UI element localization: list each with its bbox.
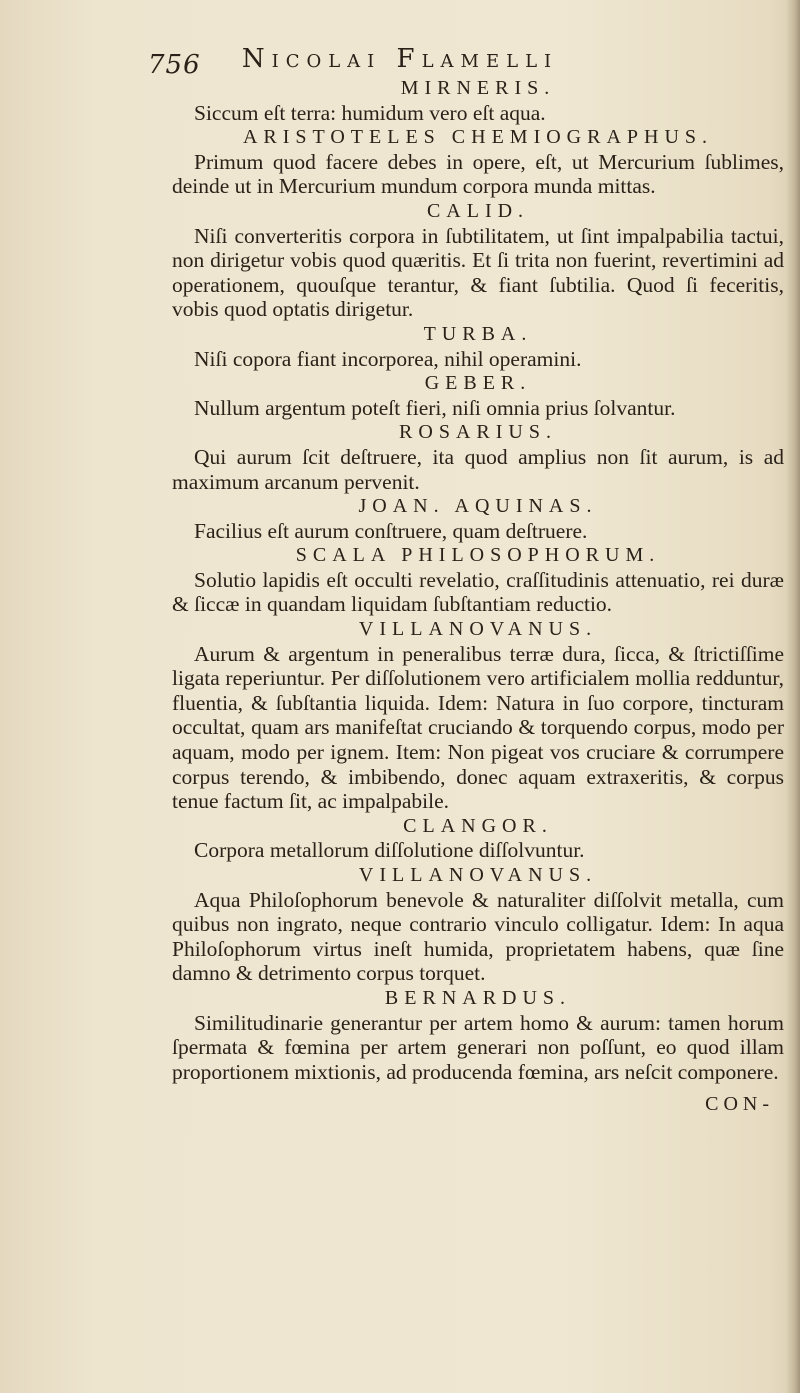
section (172, 420, 784, 494)
section-text: Niſi converteritis corpora in ſubtilitatem, ut ſint impalpabilia tactui, non dirigetur vobis quod quæritis. Et ſi trita non fuerint, revertimini ad operationem, quouſque terantur, & fiant ſubtilia. Quod ſi feceritis, vobis quod optatis dirigetur. (172, 223, 784, 322)
section (172, 371, 784, 420)
section-text: Similitudinarie generantur per artem homo & aurum: tamen horum ſpermata & fœmina per artem generari non poſſunt, eo quod illam proportionem mixtionis, ad producenda fœmina, ars neſcit componere. (172, 1010, 784, 1084)
section-heading: CLANGOR. (403, 814, 553, 837)
section-text: Aurum & argentum in peneralibus terræ dura, ſicca, & ſtrictiſſime ligata reperiuntur. Per diſſolutionem vero artificialem mollia redduntur, fluentia, & ſubſtantia liquida. Idem: Natura in ſuo corpore, tincturam occultat, quam ars manifeſtat cruciando & torquendo corpus, modo per aquam, modo per ignem. Item: Non pigeat vos cruciare & corrumpere corpus terendo, & imbibendo, donec aquam extraxeritis, & corpus tenue factum ſit, ac impalpabile. (172, 641, 784, 814)
section-text: Niſi copora fiant incorporea, nihil operamini. (194, 346, 582, 371)
page-edge-shadow (786, 0, 800, 1393)
section-heading: ROSARIUS. (399, 421, 557, 444)
section (172, 494, 784, 543)
section-heading: CALID. (426, 199, 530, 222)
running-head: Nicolai Flamelli (241, 44, 559, 74)
section-heading: VILLANOVANUS. (358, 864, 598, 886)
section (172, 986, 784, 1084)
section-heading: BERNARDUS. (384, 986, 572, 1009)
section-text: Aqua Philoſophorum benevole & naturaliter diſſolvit metalla, cum quibus non ingrato, neque contrario vinculo colligatur. Idem: In aqua Philoſophorum virtus ineſt humida, proprietatem habens, quæ ſine damno & detrimento corpus torquet. (172, 887, 784, 986)
section-heading: MIRNERIS. (400, 77, 556, 99)
section (172, 199, 784, 322)
section-text: Nullum argentum poteſt fieri, niſi omnia prius ſolvantur. (194, 395, 676, 420)
section (172, 617, 784, 814)
section-text: Qui aurum ſcit deſtruere, ita quod amplius non ſit aurum, is ad maximum arcanum pervenit. (172, 444, 784, 494)
section-heading: ARISTOTELES CHEMIOGRAPHUS. (242, 126, 714, 149)
section-heading: JOAN. AQUINAS. (358, 495, 598, 518)
catchword: CON- (705, 1093, 774, 1116)
section-text: Siccum eſt terra: humidum vero eſt aqua. (194, 100, 546, 125)
section-text: Primum quod facere debes in opere, eſt, ut Mercurium ſublimes, deinde ut in Mercurium mundum corpora munda mittas. (172, 149, 784, 199)
text-block (172, 76, 784, 1117)
section-text: Facilius eſt aurum conſtruere, quam deſtruere. (194, 518, 588, 543)
section (172, 125, 784, 199)
section-heading: GEBER. (424, 372, 532, 395)
section (172, 814, 784, 863)
section-heading: TURBA. (423, 322, 533, 345)
section (172, 863, 784, 986)
section (172, 543, 784, 617)
section-text: Solutio lapidis eſt occulti revelatio, craſſitudinis attenuatio, rei duræ & ſiccæ in quandam liquidam ſubſtantiam reductio. (172, 567, 784, 617)
section (172, 322, 784, 371)
page-number: 756 (148, 50, 201, 80)
section (172, 76, 784, 125)
section-heading: SCALA PHILOSOPHORUM. (295, 544, 661, 567)
section-heading: VILLANOVANUS. (358, 618, 598, 641)
section-text: Corpora metallorum diſſolutione diſſolvuntur. (194, 838, 585, 863)
